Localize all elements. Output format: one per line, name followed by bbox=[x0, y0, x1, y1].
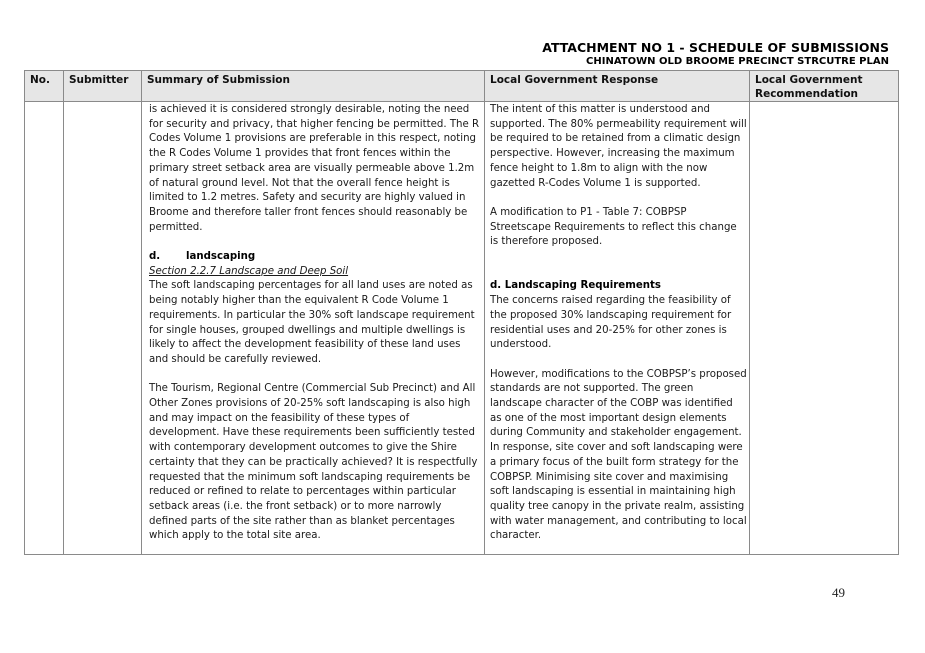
cell-recommendation bbox=[750, 102, 899, 555]
column-header-summary: Summary of Submission bbox=[142, 71, 485, 102]
response-para-3: The concerns raised regarding the feasibility of the proposed 30% landscaping requirement for residential uses and 20-25% for other zones is understood. bbox=[490, 295, 732, 351]
cell-no bbox=[25, 102, 64, 555]
column-header-response: Local Government Response bbox=[485, 71, 750, 102]
response-para-2: A modification to P1 - Table 7: COBPSP Streetscape Requirements to reflect this change is therefore proposed. bbox=[490, 206, 737, 248]
column-header-no: No. bbox=[25, 71, 64, 102]
summary-heading bbox=[149, 250, 481, 265]
summary-para-1: The soft landscaping percentages for all land uses are noted as being notably higher than the equivalent R Code Volume 1 requirements. In particular the 30% soft landscape requirement for single houses, grouped dwellings and multiple dwellings is likely to affect the development feasibility of these land uses and should be carefully reviewed. bbox=[149, 280, 475, 365]
document-subtitle: CHINATOWN OLD BROOME PRECINCT STRCUTRE PLAN bbox=[586, 56, 889, 67]
table-row bbox=[25, 102, 899, 555]
summary-heading-text: landscaping bbox=[186, 251, 256, 263]
response-para-1: The intent of this matter is understood and supported. The 80% permeability requirement will be required to be retained from a climatic design perspective. However, increasing the maximum fence height to 1.8m to align with the now gazetted R-Codes Volume 1 is supported. bbox=[490, 104, 747, 189]
summary-heading-letter: d. bbox=[149, 251, 161, 263]
document-title: ATTACHMENT NO 1 - SCHEDULE OF SUBMISSIONS bbox=[542, 40, 889, 55]
response-para-4: However, modifications to the COBPSP’s proposed standards are not supported. The green landscape character of the COBP was identified as one of the most important design elements during Community and stakeholder engagement. In response, site cover and soft landscaping were a primary focus of the built form strategy for the COBPSP. Minimising site cover and maximising soft landscaping is essential in maintaining high quality tree canopy in the private realm, assisting with water management, and contributing to local character. bbox=[490, 368, 747, 542]
summary-para-2: The Tourism, Regional Centre (Commercial Sub Precinct) and All Other Zones provisions of 20-25% soft landscaping is also high and may impact on the feasibility of these types of development. Have these requirements been sufficiently tested with contemporary development outcomes to give the Shire certainty that they can be practically achieved? It is respectfully requested that the minimum soft landscaping requirements be reduced or refined to relate to percentages within particular setback areas (i.e. the front setback) or to more narrowly defined parts of the site rather than as blanket percentages which apply to the total site area. bbox=[149, 383, 478, 542]
summary-intro: is achieved it is considered strongly desirable, noting the need for security and privacy, that higher fencing be permitted. The R Codes Volume 1 provisions are preferable in this respect, noting the R Codes Volume 1 provides that front fences within the primary street setback area are visually permeable above 1.2m of natural ground level. Not that the overall fence height is limited to 1.2 metres. Safety and security are highly valued in Broome and therefore taller front fences should reasonably be permitted. bbox=[149, 104, 480, 233]
table-header-row bbox=[25, 71, 899, 102]
submissions-table bbox=[24, 70, 899, 555]
column-header-submitter: Submitter bbox=[64, 71, 142, 102]
column-header-recommendation: Local Government Recommendation bbox=[750, 71, 899, 102]
summary-section-ref: Section 2.2.7 Landscape and Deep Soil bbox=[149, 265, 349, 277]
cell-submitter bbox=[64, 102, 142, 555]
cell-response bbox=[485, 102, 750, 555]
cell-summary bbox=[142, 102, 485, 555]
page-number: 49 bbox=[832, 585, 845, 600]
response-heading: d. Landscaping Requirements bbox=[490, 280, 661, 292]
